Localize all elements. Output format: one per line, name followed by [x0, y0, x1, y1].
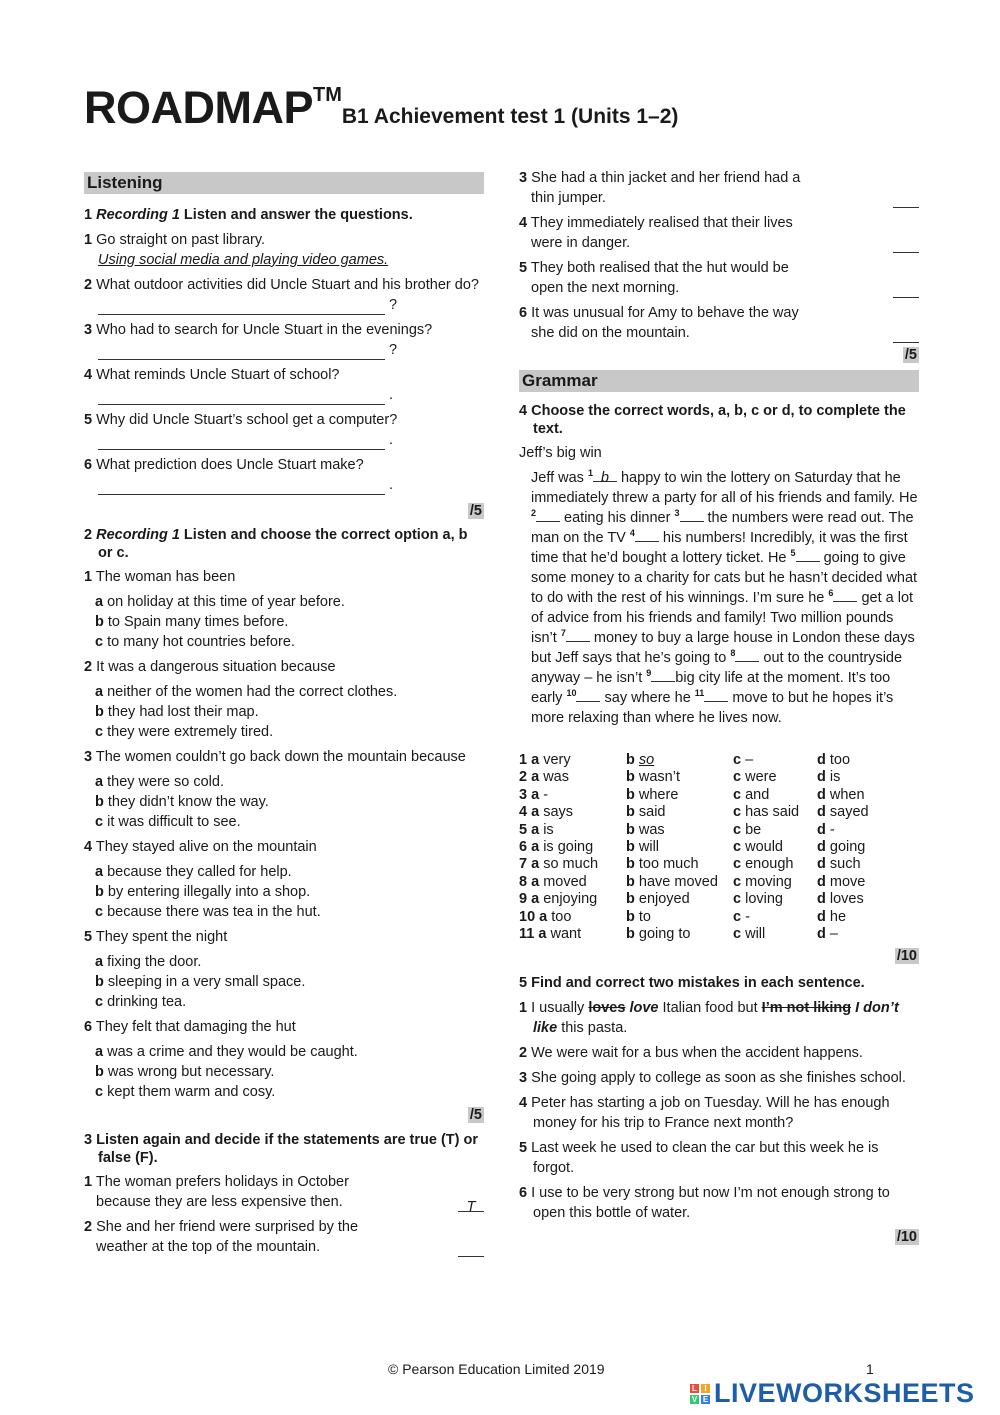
ex3-statement-2: 2 She and her friend were surprised by the weather at the top of the mountain. [84, 1217, 484, 1257]
liveworksheets-logo[interactable] [690, 1378, 975, 1409]
options-row [519, 874, 907, 891]
ex2-q4-option-c[interactable]: c because there was tea in the hut. [95, 904, 321, 920]
ex2-q3-option-c[interactable]: c it was difficult to see. [95, 814, 241, 830]
options-row [519, 822, 907, 839]
ex1-question-1: 1 Go straight on past library. [84, 232, 266, 248]
ex2-score: /5 [469, 1107, 482, 1123]
ex2-question-1: 1 The woman has been [84, 569, 236, 585]
option-b[interactable]: b enjoyed [626, 891, 690, 908]
option-c[interactable]: c would [733, 839, 783, 856]
ex3-score: /5 [904, 347, 917, 363]
options-row [519, 787, 907, 804]
ex3-answer-6[interactable] [893, 328, 919, 343]
ex1-example-answer: Using social media and playing video games. [98, 252, 389, 268]
option-a[interactable]: 10 a too [519, 908, 572, 925]
options-row [519, 856, 907, 873]
ex3-answer-5[interactable] [893, 283, 919, 298]
exercise-1-instruction: 1 Recording 1 Listen and answer the questions. [84, 207, 413, 223]
option-d[interactable]: d move [817, 873, 866, 890]
page-number: 1 [866, 1361, 874, 1377]
ex1-answer-line-6[interactable]: . [84, 475, 484, 495]
option-c[interactable]: c moving [733, 873, 792, 890]
ex2-q6-option-b[interactable]: b was wrong but necessary. [95, 1064, 275, 1080]
ex1-question-3: 3 Who had to search for Uncle Stuart in the evenings? [84, 322, 433, 338]
option-b[interactable]: b so [626, 752, 655, 768]
left-column [84, 172, 484, 1257]
ex1-answer-line-5[interactable]: . [84, 430, 484, 450]
gap-9[interactable] [651, 668, 675, 682]
option-b[interactable]: b too much [626, 856, 699, 873]
exercise-2-instruction: 2 Recording 1 Listen and choose the correct option a, b or c. [84, 527, 468, 561]
ex3-answer-4[interactable] [893, 238, 919, 253]
option-d[interactable]: d he [817, 908, 847, 925]
section-heading-grammar: Grammar [519, 370, 919, 392]
ex5-sentence-6: 6 I use to be very strong but now I’m not enough strong to open this bottle of water. [519, 1185, 890, 1222]
ex3-statement-5: 5 They both realised that the hut would be open the next morning. [519, 258, 919, 298]
gap-10[interactable] [576, 688, 600, 702]
option-c[interactable]: c loving [733, 891, 783, 908]
option-b[interactable]: b going to [626, 926, 691, 943]
ex2-q6-option-c[interactable]: c kept them warm and cosy. [95, 1084, 276, 1100]
ex3-answer-1[interactable]: T [458, 1197, 484, 1212]
ex5-sentence-2: 2 We were wait for a bus when the accident happens. [519, 1045, 863, 1062]
ex5-score: /10 [896, 1229, 917, 1246]
gap-3[interactable] [680, 508, 704, 522]
ex1-score: /5 [469, 503, 482, 519]
option-c[interactable]: c will [733, 926, 766, 943]
option-d[interactable]: d going [817, 839, 866, 856]
gap-6[interactable] [833, 588, 857, 602]
options-row [519, 926, 907, 943]
text-title: Jeff’s big win [519, 445, 602, 461]
ex5-sentence-5: 5 Last week he used to clean the car but this week he is forgot. [519, 1140, 879, 1177]
option-a[interactable]: 6 a is going [519, 839, 594, 856]
section-heading-listening: Listening [84, 172, 484, 194]
ex2-q5-option-b[interactable]: b sleeping in a very small space. [95, 974, 306, 990]
ex1-answer-line-4[interactable]: . [84, 385, 484, 405]
ex4-score: /10 [896, 948, 917, 965]
options-row [519, 769, 907, 786]
exercise-4-instruction: 4 Choose the correct words, a, b, c or d, to complete the text. [519, 403, 906, 437]
ex2-q2-option-c[interactable]: c they were extremely tired. [95, 724, 274, 740]
ex3-answer-3[interactable] [893, 193, 919, 208]
option-b[interactable]: b was [626, 821, 665, 838]
option-d[interactable]: d - [817, 821, 835, 838]
ex2-question-2: 2 It was a dangerous situation because [84, 659, 336, 675]
exercise-3-instruction: 3 Listen again and decide if the statements are true (T) or false (F). [84, 1132, 479, 1166]
logo-letter-e: E [702, 1394, 709, 1404]
gap-fill-text: Jeff was $^1$ b happy to win the lottery on Saturday that he immediately threw a party for all of his friends and family. He $^2$ eating his dinner $^3$ the numbers were read out. The man on the TV $^4$ his numbers! Incredibly, it was the first time that he’d bought a lottery ticket. He $^5$ going to give some money to a charity for cats but he hasn’t decided what to do with the rest of his winnings. I’m sure he $^6$ get a lot of advice from his friends and family! Two million pounds isn’t $^7$ money to buy a large house in London these days but Jeff says that he’s going to $^8$ out to the countryside anyway – he isn’t $^9$ big city life at the moment. It’s too early $^{10}$ say where he $^{11}$ move to but he hopes it’s more relaxing than where he lives now. [531, 468, 918, 726]
ex3-answer-2[interactable] [458, 1242, 484, 1257]
ex3-statement-6: 6 It was unusual for Amy to behave the way she did on the mountain. [519, 303, 919, 343]
option-a[interactable]: 8 a moved [519, 873, 587, 890]
exercise-5-instruction: 5 Find and correct two mistakes in each sentence. [519, 975, 865, 992]
gap-4[interactable] [635, 528, 659, 542]
ex2-q5-option-a[interactable]: a fixing the door. [95, 954, 202, 970]
ex2-question-3: 3 The women couldn’t go back down the mountain because [84, 749, 466, 765]
ex1-answer-line-3[interactable]: ? [84, 340, 484, 360]
logo-letter-i: I [701, 1384, 710, 1393]
gap-1[interactable]: b [593, 468, 617, 482]
option-c[interactable]: c be [733, 821, 762, 838]
option-d[interactable]: d is [817, 769, 841, 786]
logo-letter-l: L [690, 1384, 699, 1393]
ex1-question-4: 4 What reminds Uncle Stuart of school? [84, 367, 340, 383]
option-c[interactable]: c - [733, 908, 750, 925]
logo-letter-v: V [691, 1394, 698, 1404]
ex5-sentence-3: 3 She going apply to college as soon as she finishes school. [519, 1070, 906, 1087]
ex2-question-4: 4 They stayed alive on the mountain [84, 839, 317, 855]
ex3-statement-1: 1 The woman prefers holidays in October because they are less expensive then. T [84, 1172, 484, 1212]
gap-11[interactable] [704, 688, 728, 702]
options-row [519, 804, 907, 821]
option-d[interactable]: d – [817, 926, 838, 943]
option-d[interactable]: d loves [817, 891, 864, 908]
option-a[interactable]: 4 a says [519, 804, 574, 821]
options-table [519, 752, 907, 943]
right-column [519, 168, 919, 1247]
option-c[interactable]: c enough [733, 856, 794, 873]
option-b[interactable]: b wasn’t [626, 769, 680, 786]
test-subtitle: B1 Achievement test 1 (Units 1–2) [341, 105, 679, 128]
gap-7[interactable] [566, 628, 590, 642]
logo-wordmark: LIVEWORKSHEETS [714, 1378, 975, 1408]
ex2-q1-option-a[interactable]: a on holiday at this time of year before. [95, 594, 345, 610]
option-a[interactable]: 3 a - [519, 786, 549, 803]
ex2-q1-option-b[interactable]: b to Spain many times before. [95, 614, 289, 630]
gap-2[interactable] [536, 508, 560, 522]
option-a[interactable]: 7 a so much [519, 856, 599, 873]
ex5-sentence-4: 4 Peter has starting a job on Tuesday. Will he has enough money for his trip to France next month? [519, 1095, 890, 1132]
options-row [519, 909, 907, 926]
ex1-question-2: 2 What outdoor activities did Uncle Stuart and his brother do? [84, 277, 479, 293]
ex1-answer-line-2[interactable]: ? [84, 295, 484, 315]
ex2-q3-option-b[interactable]: b they didn’t know the way. [95, 794, 269, 810]
ex2-q1-option-c[interactable]: c to many hot countries before. [95, 634, 295, 650]
copyright: © Pearson Education Limited 2019 [388, 1361, 605, 1377]
ex2-q5-option-c[interactable]: c drinking tea. [95, 994, 187, 1010]
option-d[interactable]: d such [817, 856, 861, 873]
options-row [519, 839, 907, 856]
option-c[interactable]: c were [733, 769, 777, 786]
ex2-q2-option-a[interactable]: a neither of the women had the correct clothes. [95, 684, 398, 700]
ex2-q4-option-a[interactable]: a because they called for help. [95, 864, 292, 880]
ex1-question-6: 6 What prediction does Uncle Stuart make? [84, 457, 364, 473]
ex2-q4-option-b[interactable]: b by entering illegally into a shop. [95, 884, 311, 900]
gap-8[interactable] [735, 648, 759, 662]
option-b[interactable]: b where [626, 786, 679, 803]
ex3-statement-4: 4 They immediately realised that their lives were in danger. [519, 213, 919, 253]
option-b[interactable]: b to [626, 908, 651, 925]
trademark: TM [313, 84, 342, 106]
ex2-q6-option-a[interactable]: a was a crime and they would be caught. [95, 1044, 358, 1060]
option-a[interactable]: 2 a was [519, 769, 569, 786]
option-d[interactable]: d when [817, 786, 865, 803]
ex3-statement-3: 3 She had a thin jacket and her friend had a thin jumper. [519, 168, 919, 208]
options-row [519, 752, 907, 769]
ex2-question-6: 6 They felt that damaging the hut [84, 1019, 296, 1035]
option-b[interactable]: b will [626, 839, 660, 856]
option-d[interactable]: d too [817, 752, 851, 768]
page-title [84, 82, 678, 134]
gap-5[interactable] [796, 548, 820, 562]
option-a[interactable]: 5 a is [519, 821, 554, 838]
option-c[interactable]: c – [733, 752, 754, 768]
ex2-question-5: 5 They spent the night [84, 929, 228, 945]
option-c[interactable]: c has said [733, 804, 800, 821]
ex2-q3-option-a[interactable]: a they were so cold. [95, 774, 224, 790]
ex1-question-5: 5 Why did Uncle Stuart’s school get a computer? [84, 412, 398, 428]
brand-name: ROADMAP [84, 82, 313, 133]
option-a[interactable]: 9 a enjoying [519, 891, 598, 908]
options-row [519, 891, 907, 908]
option-b[interactable]: b said [626, 804, 666, 821]
option-a[interactable]: 11 a want [519, 926, 582, 943]
ex5-sentence-1: 1 I usually loves love Italian food but I’m not liking I don’t like this pasta. [519, 1000, 899, 1037]
option-c[interactable]: c and [733, 786, 770, 803]
option-a[interactable]: 1 a very [519, 752, 571, 768]
option-b[interactable]: b have moved [626, 873, 718, 890]
logo-grid-icon [690, 1384, 710, 1404]
option-d[interactable]: d sayed [817, 804, 869, 821]
ex2-q2-option-b[interactable]: b they had lost their map. [95, 704, 259, 720]
